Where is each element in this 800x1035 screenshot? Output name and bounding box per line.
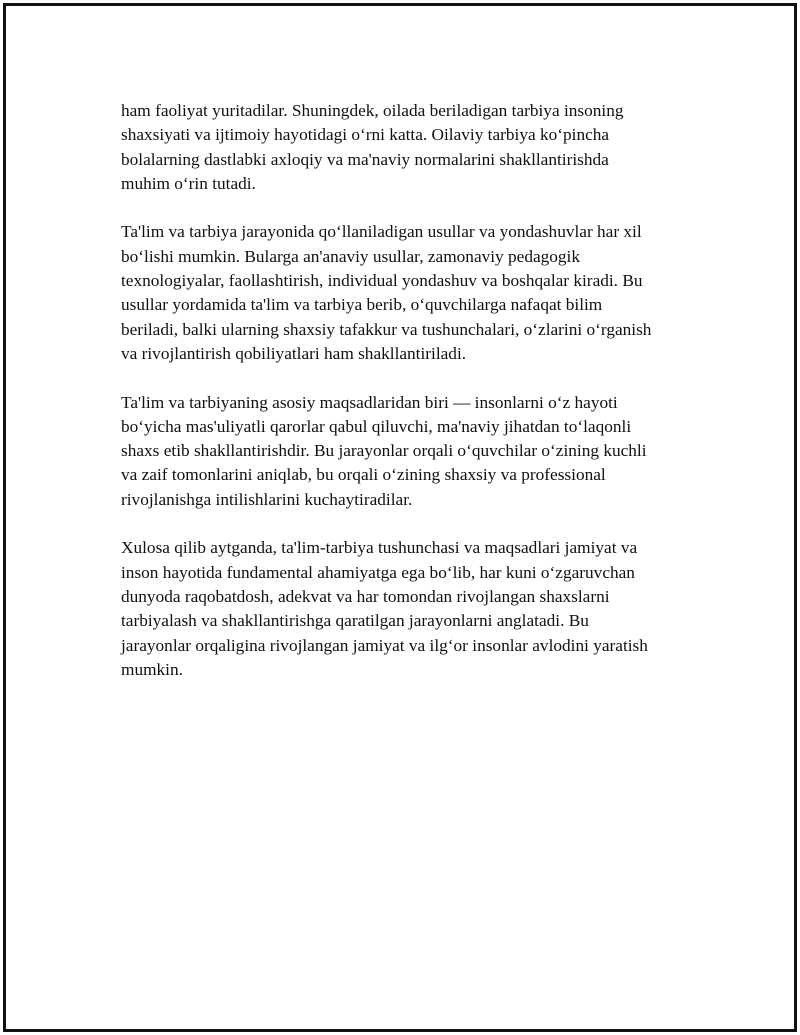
- paragraph-line: texnologiyalar, faollashtirish, individual yondashuv va boshqalar kiradi. Bu: [121, 271, 643, 291]
- paragraph-3: [121, 391, 711, 512]
- paragraph-line: beriladi, balki ularning shaxsiy tafakkur va tushunchalari, oʻzlarini oʻrganish: [121, 319, 652, 339]
- paragraph-line: boʻyicha mas'uliyatli qarorlar qabul qiluvchi, ma'naviy jihatdan toʻlaqonli: [121, 416, 632, 436]
- paragraph-line: va zaif tomonlarini aniqlab, bu orqali oʻzining shaxsiy va professional: [121, 465, 606, 485]
- paragraph-line: muhim oʻrin tutadi.: [121, 173, 256, 193]
- paragraph-line: tarbiyalash va shakllantirishga qaratilgan jarayonlarni anglatadi. Bu: [121, 611, 589, 631]
- paragraph-line: ham faoliyat yuritadilar. Shuningdek, oilada beriladigan tarbiya insoning: [121, 101, 624, 120]
- paragraph-line: dunyoda raqobatdosh, adekvat va har tomondan rivojlangan shaxslarni: [121, 586, 610, 606]
- paragraph-line: va rivojlantirish qobiliyatlari ham shakllantiriladi.: [121, 343, 467, 363]
- paragraph-line: Ta'lim va tarbiya jarayonida qoʻllaniladigan usullar va yondashuvlar har xil: [121, 222, 642, 242]
- page-frame: [3, 3, 797, 1032]
- paragraph-line: rivojlanishga intilishlarini kuchaytiradilar.: [121, 489, 413, 509]
- paragraph-line: shaxs etib shakllantirishdir. Bu jarayonlar orqali oʻquvchilar oʻzining kuchli: [121, 441, 647, 461]
- paragraph-line: usullar yordamida ta'lim va tarbiya berib, oʻquvchilarga nafaqat bilim: [121, 295, 603, 315]
- paragraph-4: [121, 536, 711, 682]
- paragraph-line: inson hayotida fundamental ahamiyatga ega boʻlib, har kuni oʻzgaruvchan: [121, 562, 635, 582]
- document-body: [121, 99, 711, 706]
- paragraph-line: mumkin.: [121, 659, 183, 679]
- paragraph-line: jarayonlar orqaligina rivojlangan jamiyat va ilgʻor insonlar avlodini yaratish: [121, 635, 648, 655]
- paragraph-line: boʻlishi mumkin. Bularga an'anaviy usullar, zamonaviy pedagogik: [121, 246, 580, 266]
- paragraph-line: bolalarning dastlabki axloqiy va ma'naviy normalarini shakllantirishda: [121, 149, 609, 169]
- paragraph-line: shaxsiyati va ijtimoiy hayotidagi oʻrni katta. Oilaviy tarbiya koʻpincha: [121, 125, 610, 145]
- paragraph-line: Xulosa qilib aytganda, ta'lim-tarbiya tushunchasi va maqsadlari jamiyat va: [121, 538, 638, 558]
- paragraph-1: [121, 99, 711, 196]
- paragraph-2: [121, 220, 711, 366]
- paragraph-line: Ta'lim va tarbiyaning asosiy maqsadlaridan biri — insonlarni oʻz hayoti: [121, 392, 618, 412]
